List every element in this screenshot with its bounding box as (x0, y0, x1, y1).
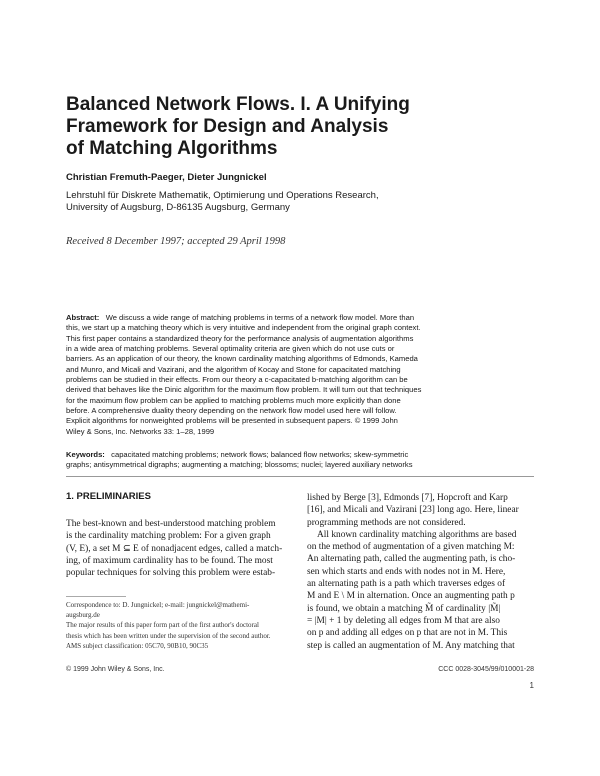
abstract-line: in a wide area of matching problems. Several optimality criteria are given which do not use cuts or (66, 344, 395, 354)
body-line: on the method of augmentation of a given matching M: (307, 542, 515, 553)
footnote-line: Correspondence to: D. Jungnickel; e-mail: jungnickel@mathemi- (66, 601, 250, 609)
ccc-code: CCC 0028-3045/99/010001-28 (438, 666, 534, 673)
abstract-line: problems can be studied in their effects. From our theory a c-capacitated b-matching algorithm can be (66, 375, 408, 385)
keywords-label: Keywords: (66, 450, 105, 459)
body-line: is the cardinality matching problem: For a given graph (66, 531, 271, 542)
body-line: lished by Berge [3], Edmonds [7], Hopcroft and Karp (307, 493, 508, 503)
footnote-rule (66, 596, 126, 597)
body-line: popular techniques for solving this problem were estab- (66, 568, 276, 579)
footnote-line: AMS subject classification: 05C70, 90B10, 90C35 (66, 641, 209, 650)
page-number: 1 (529, 681, 534, 690)
body-line: programming methods are not considered. (307, 517, 466, 528)
body-line: An alternating path, called the augmenting path, is cho- (307, 554, 516, 565)
body-line: sen which starts and ends with nodes not in M. Here, (307, 566, 506, 577)
body-line: ing, of maximum cardinality has to be found. The most (66, 555, 273, 566)
abstract-line: for the maximum flow problem can be applied to matching problems much more explicitly than done (66, 395, 401, 405)
body-line: (V, E), a set M ⊆ E of nonadjacent edges, called a match- (66, 543, 283, 554)
body-line: All known cardinality matching algorithms are based (317, 529, 517, 540)
keywords-line: graphs; antisymmetrical digraphs; augmenting a matching; blossoms; nuclei; layered auxiliary networks (66, 460, 413, 470)
section-divider (66, 476, 534, 477)
body-line: step is called an augmentation of M. Any matching that (307, 640, 515, 651)
abstract-line: derived that behaves like the Dinic algorithm for the maximum flow problem. It will turn out that techniques (66, 385, 422, 395)
abstract-line (66, 313, 534, 323)
received-dates: Received 8 December 1997; accepted 29 April 1998 (66, 236, 286, 247)
body-line: M and E \ M in alternation. Once an augmenting path p (307, 591, 515, 602)
body-line: an alternating path is a path which traverses edges of (307, 579, 506, 590)
abstract-line: Wiley & Sons, Inc. Networks 33: 1–28, 1999 (66, 426, 215, 436)
abstract-label: Abstract: (66, 313, 100, 322)
title-line: of Matching Algorithms (66, 138, 278, 159)
affiliation (66, 190, 379, 214)
abstract-line: This first paper contains a standardized theory for the performance analysis of augmentation algorithms (66, 333, 414, 343)
right-column (307, 492, 535, 652)
title-line: Framework for Design and Analysis (66, 116, 389, 137)
abstract (66, 313, 534, 437)
keywords-line (66, 450, 534, 460)
body-line: [16], and Micali and Vazirani [23] long ago. Here, linear (307, 505, 519, 516)
body-line: on p and adding all edges on p that are not in M. This (307, 628, 508, 639)
body-line: The best-known and best-understood matching problem (66, 519, 276, 529)
abstract-line: before. A comprehensive duality theory depending on the network flow model used here will follow. (66, 406, 397, 416)
abstract-line: barriers. As an application of our theory, the known cardinality matching algorithms of Edmonds, Kameda (66, 354, 418, 364)
abstract-line: and Munro, and Micali and Vazirani, and the algorithm of Kocay and Stone for capacitated matching (66, 364, 401, 374)
abstract-text: We discuss a wide range of matching problems in terms of a network flow model. More than (105, 313, 415, 322)
paper-title (66, 94, 506, 160)
abstract-line: Explicit algorithms for nonweighted problems will be presented in subsequent papers. © 1999 John (66, 416, 398, 426)
copyright-footer: © 1999 John Wiley & Sons, Inc. (66, 666, 165, 673)
authors: Christian Fremuth-Paeger, Dieter Jungnickel (66, 172, 267, 183)
body-line: = |M| + 1 by deleting all edges from M that are also (307, 615, 500, 626)
title-line: Balanced Network Flows. I. A Unifying (66, 94, 410, 115)
body-line: is found, we obtain a matching M̃ of cardinality |M̃| (307, 603, 501, 614)
footnote-line: thesis which has been written under the supervision of the second author. (66, 631, 271, 640)
keywords-text: capacitated matching problems; network flows; balanced flow networks; skew-symmetric (111, 450, 409, 459)
section-heading: 1. PRELIMINARIES (66, 491, 151, 502)
footnote-line: augsburg.de (66, 611, 100, 620)
affiliation-line: University of Augsburg, D-86135 Augsburg, Germany (66, 202, 290, 213)
left-column (66, 518, 296, 579)
keywords (66, 450, 534, 471)
footnote-line: The major results of this paper form part of the first author's doctoral (66, 621, 259, 630)
affiliation-line: Lehrstuhl für Diskrete Mathematik, Optimierung und Operations Research, (66, 190, 379, 201)
footnotes (66, 600, 296, 651)
abstract-line: this, we start up a matching theory which is very intuitive and independent from the original graph context. (66, 323, 421, 333)
